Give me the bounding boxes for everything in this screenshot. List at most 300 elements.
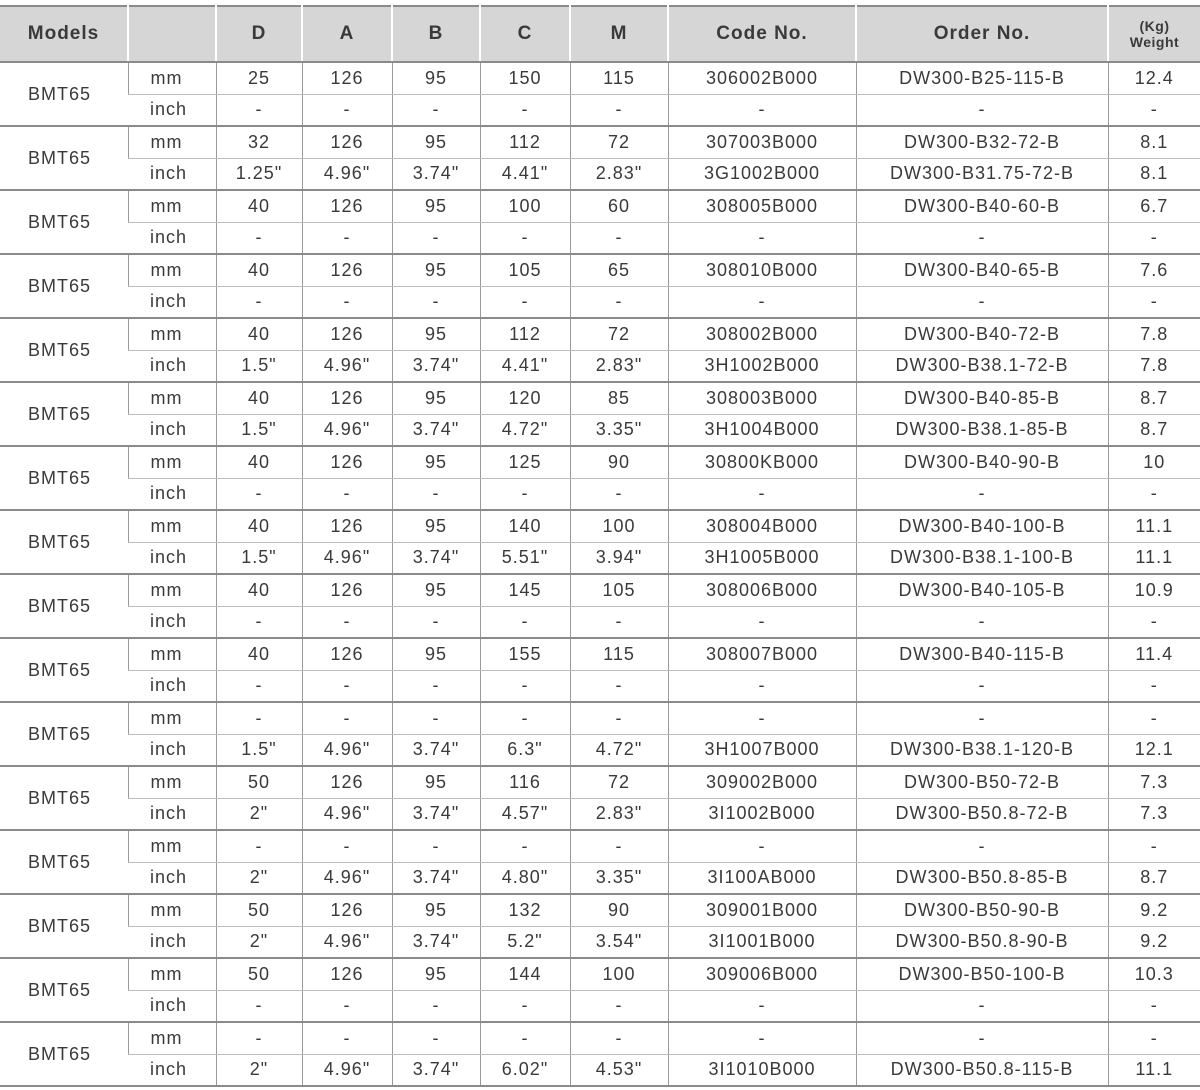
m-cell: - bbox=[570, 990, 668, 1022]
table-row bbox=[0, 958, 1200, 990]
b-cell: - bbox=[392, 702, 480, 734]
c-cell: 144 bbox=[480, 958, 570, 990]
a-cell: 126 bbox=[302, 638, 392, 670]
b-cell: 3.74" bbox=[392, 542, 480, 574]
code-cell: 308010B000 bbox=[668, 254, 856, 286]
header-a: A bbox=[302, 6, 392, 62]
b-cell: 95 bbox=[392, 894, 480, 926]
m-cell: - bbox=[570, 286, 668, 318]
order-cell: DW300-B50.8-72-B bbox=[856, 798, 1108, 830]
a-cell: 4.96" bbox=[302, 734, 392, 766]
code-cell: 308002B000 bbox=[668, 318, 856, 350]
model-cell: BMT65 bbox=[0, 190, 128, 254]
a-cell: - bbox=[302, 94, 392, 126]
weight-cell: 7.8 bbox=[1108, 318, 1200, 350]
a-cell: 4.96" bbox=[302, 1054, 392, 1086]
m-cell: - bbox=[570, 830, 668, 862]
a-cell: - bbox=[302, 830, 392, 862]
table-header bbox=[0, 6, 1200, 62]
c-cell: 145 bbox=[480, 574, 570, 606]
table-row bbox=[0, 1054, 1200, 1086]
order-cell: DW300-B40-85-B bbox=[856, 382, 1108, 414]
order-cell: - bbox=[856, 286, 1108, 318]
table-row bbox=[0, 702, 1200, 734]
order-cell: - bbox=[856, 222, 1108, 254]
header-d: D bbox=[216, 6, 302, 62]
model-cell: BMT65 bbox=[0, 830, 128, 894]
m-cell: - bbox=[570, 478, 668, 510]
m-cell: 3.35" bbox=[570, 862, 668, 894]
order-cell: DW300-B38.1-100-B bbox=[856, 542, 1108, 574]
m-cell: 4.53" bbox=[570, 1054, 668, 1086]
table-row bbox=[0, 990, 1200, 1022]
code-cell: 308003B000 bbox=[668, 382, 856, 414]
table-row bbox=[0, 862, 1200, 894]
c-cell: - bbox=[480, 94, 570, 126]
order-cell: DW300-B50-90-B bbox=[856, 894, 1108, 926]
model-cell: BMT65 bbox=[0, 62, 128, 126]
c-cell: - bbox=[480, 702, 570, 734]
c-cell: 150 bbox=[480, 62, 570, 94]
unit-cell: mm bbox=[128, 894, 216, 926]
c-cell: 4.41" bbox=[480, 350, 570, 382]
order-cell: - bbox=[856, 478, 1108, 510]
b-cell: 95 bbox=[392, 510, 480, 542]
code-cell: - bbox=[668, 1022, 856, 1054]
weight-cell: 11.1 bbox=[1108, 510, 1200, 542]
unit-cell: inch bbox=[128, 542, 216, 574]
code-cell: 3I1001B000 bbox=[668, 926, 856, 958]
b-cell: - bbox=[392, 286, 480, 318]
weight-cell: 10 bbox=[1108, 446, 1200, 478]
unit-cell: inch bbox=[128, 990, 216, 1022]
unit-cell: inch bbox=[128, 286, 216, 318]
code-cell: 30800KB000 bbox=[668, 446, 856, 478]
weight-cell: 8.1 bbox=[1108, 126, 1200, 158]
d-cell: - bbox=[216, 990, 302, 1022]
d-cell: 40 bbox=[216, 510, 302, 542]
d-cell: - bbox=[216, 830, 302, 862]
order-cell: DW300-B40-72-B bbox=[856, 318, 1108, 350]
unit-cell: mm bbox=[128, 574, 216, 606]
table-row bbox=[0, 766, 1200, 798]
weight-cell: - bbox=[1108, 830, 1200, 862]
weight-cell: - bbox=[1108, 478, 1200, 510]
weight-cell: 7.8 bbox=[1108, 350, 1200, 382]
b-cell: - bbox=[392, 478, 480, 510]
unit-cell: mm bbox=[128, 382, 216, 414]
m-cell: 2.83" bbox=[570, 350, 668, 382]
code-cell: 306002B000 bbox=[668, 62, 856, 94]
model-cell: BMT65 bbox=[0, 638, 128, 702]
a-cell: - bbox=[302, 1022, 392, 1054]
d-cell: - bbox=[216, 94, 302, 126]
unit-cell: inch bbox=[128, 478, 216, 510]
b-cell: 3.74" bbox=[392, 1054, 480, 1086]
code-cell: 3H1005B000 bbox=[668, 542, 856, 574]
code-cell: - bbox=[668, 222, 856, 254]
m-cell: 85 bbox=[570, 382, 668, 414]
model-cell: BMT65 bbox=[0, 766, 128, 830]
weight-cell: 8.7 bbox=[1108, 414, 1200, 446]
c-cell: 112 bbox=[480, 126, 570, 158]
weight-cell: - bbox=[1108, 94, 1200, 126]
b-cell: - bbox=[392, 830, 480, 862]
code-cell: 308004B000 bbox=[668, 510, 856, 542]
header-weight-label: Weight bbox=[1129, 34, 1180, 50]
b-cell: 95 bbox=[392, 382, 480, 414]
b-cell: 95 bbox=[392, 638, 480, 670]
a-cell: 126 bbox=[302, 446, 392, 478]
d-cell: 2" bbox=[216, 1054, 302, 1086]
table-row bbox=[0, 798, 1200, 830]
table-row bbox=[0, 62, 1200, 94]
a-cell: 126 bbox=[302, 382, 392, 414]
code-cell: - bbox=[668, 606, 856, 638]
d-cell: - bbox=[216, 702, 302, 734]
weight-cell: - bbox=[1108, 1022, 1200, 1054]
code-cell: - bbox=[668, 702, 856, 734]
unit-cell: inch bbox=[150, 1059, 188, 1080]
c-cell: 4.41" bbox=[480, 158, 570, 190]
order-cell: - bbox=[856, 702, 1108, 734]
d-cell: - bbox=[216, 1022, 302, 1054]
code-cell: 308007B000 bbox=[668, 638, 856, 670]
b-cell: 3.74" bbox=[392, 350, 480, 382]
header-code-no: Code No. bbox=[668, 6, 856, 62]
order-cell: DW300-B40-115-B bbox=[856, 638, 1108, 670]
weight-cell: - bbox=[1108, 990, 1200, 1022]
d-cell: 1.5" bbox=[216, 734, 302, 766]
unit-cell: inch bbox=[128, 158, 216, 190]
code-cell: 309001B000 bbox=[668, 894, 856, 926]
code-cell: 3I100AB000 bbox=[668, 862, 856, 894]
order-cell: - bbox=[856, 830, 1108, 862]
c-cell: 5.2" bbox=[480, 926, 570, 958]
unit-cell: mm bbox=[128, 126, 216, 158]
unit-cell: mm bbox=[128, 1022, 216, 1054]
model-cell: BMT65 bbox=[0, 894, 128, 958]
weight-cell: 11.4 bbox=[1108, 638, 1200, 670]
weight-cell: 8.1 bbox=[1108, 158, 1200, 190]
a-cell: - bbox=[302, 702, 392, 734]
b-cell: 95 bbox=[392, 318, 480, 350]
unit-cell: mm bbox=[128, 510, 216, 542]
d-cell: 50 bbox=[216, 958, 302, 990]
m-cell: - bbox=[570, 1022, 668, 1054]
code-cell: - bbox=[668, 990, 856, 1022]
unit-cell: inch bbox=[128, 350, 216, 382]
b-cell: 95 bbox=[392, 958, 480, 990]
d-cell: - bbox=[216, 670, 302, 702]
d-cell: 40 bbox=[216, 446, 302, 478]
d-cell: 40 bbox=[216, 254, 302, 286]
a-cell: 126 bbox=[302, 126, 392, 158]
c-cell: 116 bbox=[480, 766, 570, 798]
a-cell: 126 bbox=[302, 62, 392, 94]
weight-cell: 7.3 bbox=[1108, 798, 1200, 830]
weight-cell: 6.7 bbox=[1108, 190, 1200, 222]
order-cell: - bbox=[856, 990, 1108, 1022]
m-cell: - bbox=[570, 94, 668, 126]
d-cell: 1.5" bbox=[216, 542, 302, 574]
c-cell: - bbox=[480, 222, 570, 254]
model-cell: BMT65 bbox=[0, 446, 128, 510]
b-cell: 95 bbox=[392, 62, 480, 94]
a-cell: 126 bbox=[302, 318, 392, 350]
order-cell: DW300-B32-72-B bbox=[856, 126, 1108, 158]
a-cell: 126 bbox=[302, 510, 392, 542]
m-cell: - bbox=[570, 702, 668, 734]
b-cell: 95 bbox=[392, 190, 480, 222]
m-cell: 72 bbox=[570, 766, 668, 798]
code-cell: - bbox=[668, 478, 856, 510]
m-cell: 3.94" bbox=[570, 542, 668, 574]
order-cell: DW300-B40-90-B bbox=[856, 446, 1108, 478]
order-cell: DW300-B38.1-85-B bbox=[856, 414, 1108, 446]
a-cell: 126 bbox=[302, 766, 392, 798]
order-cell: DW300-B50.8-85-B bbox=[856, 862, 1108, 894]
unit-cell: inch bbox=[128, 606, 216, 638]
c-cell: 125 bbox=[480, 446, 570, 478]
unit-cell: inch bbox=[128, 862, 216, 894]
weight-cell: 7.6 bbox=[1108, 254, 1200, 286]
unit-cell: mm bbox=[128, 958, 216, 990]
d-cell: 40 bbox=[216, 382, 302, 414]
m-cell: 100 bbox=[570, 958, 668, 990]
table-row bbox=[0, 574, 1200, 606]
d-cell: 40 bbox=[216, 574, 302, 606]
weight-cell: - bbox=[1108, 670, 1200, 702]
unit-cell: inch bbox=[128, 670, 216, 702]
a-cell: - bbox=[302, 478, 392, 510]
table-row bbox=[0, 126, 1200, 158]
model-cell: BMT65 bbox=[0, 574, 128, 638]
c-cell: 105 bbox=[480, 254, 570, 286]
d-cell: - bbox=[216, 222, 302, 254]
d-cell: 2" bbox=[216, 862, 302, 894]
order-cell: DW300-B40-60-B bbox=[856, 190, 1108, 222]
c-cell: 100 bbox=[480, 190, 570, 222]
weight-cell: 8.7 bbox=[1108, 382, 1200, 414]
unit-cell: inch bbox=[128, 414, 216, 446]
c-cell: 4.57" bbox=[480, 798, 570, 830]
code-cell: - bbox=[668, 670, 856, 702]
b-cell: 3.74" bbox=[392, 926, 480, 958]
table-row bbox=[0, 830, 1200, 862]
unit-cell: mm bbox=[128, 638, 216, 670]
c-cell: - bbox=[480, 286, 570, 318]
d-cell: 2" bbox=[216, 926, 302, 958]
a-cell: 4.96" bbox=[302, 542, 392, 574]
order-cell: DW300-B25-115-B bbox=[856, 62, 1108, 94]
a-cell: 4.96" bbox=[302, 414, 392, 446]
table-row bbox=[0, 734, 1200, 766]
a-cell: - bbox=[302, 222, 392, 254]
table-row bbox=[0, 510, 1200, 542]
header-c: C bbox=[480, 6, 570, 62]
unit-cell: inch bbox=[128, 222, 216, 254]
b-cell: 3.74" bbox=[392, 158, 480, 190]
b-cell: - bbox=[392, 1022, 480, 1054]
c-cell: 155 bbox=[480, 638, 570, 670]
a-cell: - bbox=[302, 286, 392, 318]
c-cell: 5.51" bbox=[480, 542, 570, 574]
d-cell: - bbox=[216, 286, 302, 318]
b-cell: 95 bbox=[392, 446, 480, 478]
weight-cell: 11.1 bbox=[1108, 1054, 1200, 1086]
c-cell: 120 bbox=[480, 382, 570, 414]
order-cell: - bbox=[856, 94, 1108, 126]
m-cell: 105 bbox=[570, 574, 668, 606]
weight-cell: - bbox=[1108, 702, 1200, 734]
a-cell: 4.96" bbox=[302, 350, 392, 382]
b-cell: - bbox=[392, 990, 480, 1022]
code-cell: 3I1010B000 bbox=[668, 1054, 856, 1086]
m-cell: 72 bbox=[570, 318, 668, 350]
b-cell: - bbox=[392, 94, 480, 126]
unit-cell: mm bbox=[128, 702, 216, 734]
header-models: Models bbox=[0, 6, 128, 62]
b-cell: 95 bbox=[392, 126, 480, 158]
unit-cell: inch bbox=[128, 734, 216, 766]
d-cell: 25 bbox=[216, 62, 302, 94]
c-cell: 132 bbox=[480, 894, 570, 926]
table-row bbox=[0, 478, 1200, 510]
code-cell: - bbox=[668, 286, 856, 318]
header-weight bbox=[1108, 6, 1200, 62]
b-cell: 95 bbox=[392, 574, 480, 606]
c-cell: 6.3" bbox=[480, 734, 570, 766]
weight-cell: - bbox=[1108, 222, 1200, 254]
m-cell: - bbox=[570, 222, 668, 254]
d-cell: 40 bbox=[216, 190, 302, 222]
table-row bbox=[0, 350, 1200, 382]
weight-cell: 10.3 bbox=[1108, 958, 1200, 990]
table-row bbox=[0, 670, 1200, 702]
weight-cell: 7.3 bbox=[1108, 766, 1200, 798]
weight-cell: - bbox=[1108, 286, 1200, 318]
unit-cell: inch bbox=[128, 798, 216, 830]
b-cell: - bbox=[392, 222, 480, 254]
order-cell: - bbox=[856, 670, 1108, 702]
code-cell: 3H1004B000 bbox=[668, 414, 856, 446]
unit-cell: mm bbox=[128, 254, 216, 286]
table-row bbox=[0, 382, 1200, 414]
code-cell: 3H1007B000 bbox=[668, 734, 856, 766]
weight-cell: 9.2 bbox=[1108, 926, 1200, 958]
b-cell: 3.74" bbox=[392, 734, 480, 766]
model-cell: BMT65 bbox=[0, 958, 128, 1022]
model-cell: BMT65 bbox=[0, 1022, 128, 1086]
table-row bbox=[0, 894, 1200, 926]
weight-cell: 11.1 bbox=[1108, 542, 1200, 574]
m-cell: 4.72" bbox=[570, 734, 668, 766]
m-cell: 90 bbox=[570, 446, 668, 478]
c-cell: 4.80" bbox=[480, 862, 570, 894]
order-cell: DW300-B50-72-B bbox=[856, 766, 1108, 798]
a-cell: 4.96" bbox=[302, 798, 392, 830]
code-cell: 308006B000 bbox=[668, 574, 856, 606]
m-cell: - bbox=[570, 606, 668, 638]
m-cell: 72 bbox=[570, 126, 668, 158]
code-cell: 3G1002B000 bbox=[668, 158, 856, 190]
b-cell: 3.74" bbox=[392, 798, 480, 830]
m-cell: 60 bbox=[570, 190, 668, 222]
table-row bbox=[0, 606, 1200, 638]
d-cell: 50 bbox=[216, 766, 302, 798]
d-cell: 1.5" bbox=[216, 414, 302, 446]
m-cell: 2.83" bbox=[570, 158, 668, 190]
m-cell: 90 bbox=[570, 894, 668, 926]
weight-cell: 8.7 bbox=[1108, 862, 1200, 894]
a-cell: 4.96" bbox=[302, 862, 392, 894]
table-row bbox=[0, 638, 1200, 670]
d-cell: 2" bbox=[216, 798, 302, 830]
model-cell: BMT65 bbox=[0, 382, 128, 446]
b-cell: 3.74" bbox=[392, 862, 480, 894]
c-cell: - bbox=[480, 606, 570, 638]
d-cell: - bbox=[216, 606, 302, 638]
unit-cell: mm bbox=[128, 766, 216, 798]
order-cell: DW300-B40-65-B bbox=[856, 254, 1108, 286]
table-row bbox=[0, 926, 1200, 958]
b-cell: 95 bbox=[392, 254, 480, 286]
header-weight-unit: (Kg) bbox=[1139, 18, 1170, 34]
table-row bbox=[0, 254, 1200, 286]
d-cell: 32 bbox=[216, 126, 302, 158]
model-cell: BMT65 bbox=[0, 126, 128, 190]
code-cell: 3I1002B000 bbox=[668, 798, 856, 830]
a-cell: 4.96" bbox=[302, 158, 392, 190]
weight-cell: 9.2 bbox=[1108, 894, 1200, 926]
unit-cell: mm bbox=[128, 190, 216, 222]
b-cell: - bbox=[392, 606, 480, 638]
code-cell: 309002B000 bbox=[668, 766, 856, 798]
code-cell: 308005B000 bbox=[668, 190, 856, 222]
order-cell: DW300-B50.8-90-B bbox=[856, 926, 1108, 958]
code-cell: 309006B000 bbox=[668, 958, 856, 990]
header-m: M bbox=[570, 6, 668, 62]
table-row bbox=[0, 190, 1200, 222]
table-row bbox=[0, 542, 1200, 574]
model-cell: BMT65 bbox=[0, 254, 128, 318]
c-cell: 112 bbox=[480, 318, 570, 350]
m-cell: 65 bbox=[570, 254, 668, 286]
model-cell: BMT65 bbox=[0, 318, 128, 382]
header-order-no: Order No. bbox=[856, 6, 1108, 62]
table-row bbox=[0, 94, 1200, 126]
m-cell: - bbox=[570, 670, 668, 702]
header-unit bbox=[128, 6, 216, 62]
c-cell: - bbox=[480, 990, 570, 1022]
order-cell: - bbox=[856, 606, 1108, 638]
b-cell: 3.74" bbox=[392, 414, 480, 446]
c-cell: 140 bbox=[480, 510, 570, 542]
c-cell: - bbox=[480, 1022, 570, 1054]
c-cell: 6.02" bbox=[480, 1054, 570, 1086]
b-cell: - bbox=[392, 670, 480, 702]
unit-cell: mm bbox=[128, 830, 216, 862]
spec-table bbox=[0, 5, 1200, 1087]
m-cell: 3.35" bbox=[570, 414, 668, 446]
d-cell: 40 bbox=[216, 318, 302, 350]
c-cell: 4.72" bbox=[480, 414, 570, 446]
a-cell: 126 bbox=[302, 254, 392, 286]
m-cell: 115 bbox=[570, 62, 668, 94]
a-cell: 126 bbox=[302, 190, 392, 222]
table-row bbox=[0, 158, 1200, 190]
